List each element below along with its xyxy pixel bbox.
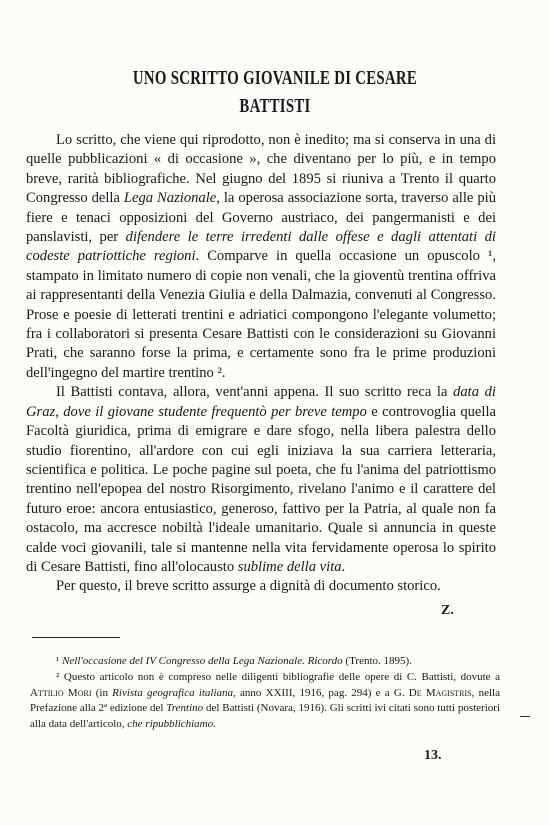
- fn2-text-1: Questo articolo non è compreso nelle diligenti bibliografie delle opere di C. Battisti, dovute a: [63, 670, 501, 683]
- footnote-1: [30, 654, 500, 670]
- p2-italic-sublime: sublime della vita: [237, 558, 342, 575]
- p1-text-1: Lo scritto, che viene qui riprodotto, non è inedito; ma si conserva in una di quelle pubblicazioni « di occasione », che diventano per lo più, e in tempo breve, rarità bibliografiche. Nel giugno del 1895 si riuniva a Trento il quarto Congresso della: [26, 132, 496, 207]
- p1-italic-lega: Lega Nazionale: [123, 190, 217, 207]
- fn2-journal: Rivista geografica italiana: [112, 686, 234, 699]
- fn2-author-demagistris: De Magistris: [408, 686, 472, 699]
- margin-mark: [520, 716, 530, 717]
- article-body: [26, 131, 496, 597]
- p1-italic-motto: difendere le terre irredenti dalle offese e dagli attentati di codeste patriottiche regioni: [26, 229, 496, 265]
- signature: Z.: [441, 603, 454, 618]
- fn2-book-trentino: Trentino: [166, 702, 204, 715]
- p2-text-2: e controvoglia quella Facoltà giuridica, prima di emigrare e dare sfogo, nella libera palestra dello studio fiorentino, all'ardore con cui egli iniziava la sua carriera letteraria, scientifica e politica. Le poche pagine sul poeta, che fu l'anima del patriottismo trentino nell'epopea del nostro Risorgimento, rivelano l'animo e il carattere del futuro eroe: ancora entusiastico, generoso, fattivo per la Patria, al quale non fa ostacolo, ma accresce nobiltà l'ideale umanitario. Quale si annuncia in queste calde voci giovanili, tale si mantenne nella vita fervidamente operosa lo spirito di Cesare Battisti, fino all'olocausto: [26, 403, 496, 575]
- p2-italic-graz: data di Graz, dove il giovane studente frequentò per breve tempo: [26, 384, 496, 420]
- paragraph-2: [26, 383, 496, 577]
- footnotes: [30, 654, 500, 733]
- fn2-text-5: del Battisti (Novara, 1916). Gli scritti ivi citati sono tutti posteriori alla data dell'articolo,: [30, 702, 501, 731]
- p2-text-3: .: [341, 558, 346, 575]
- fn2-text-2: (in: [91, 686, 113, 699]
- footnote-2: [30, 670, 500, 733]
- paragraph-3: Per questo, il breve scritto assurge a dignità di documento storico.: [56, 578, 441, 595]
- fn2-italic-end: che ripubblichiamo: [127, 718, 214, 731]
- footnote-1-marker: ¹: [56, 655, 60, 667]
- paragraph-1: [26, 131, 496, 383]
- footnote-1-tail: (Trento. 1895).: [342, 655, 412, 667]
- article-title: UNO SCRITTO GIOVANILE DI CESARE BATTISTI: [132, 67, 418, 117]
- footnote-2-marker: ²: [56, 670, 60, 683]
- fn2-text-3: , anno XXIII, 1916, pag. 294) e a G.: [233, 686, 409, 699]
- page-number: 13.: [424, 748, 442, 763]
- footnote-rule: [32, 637, 120, 638]
- p1-text-2: , la operosa associazione sorta, traverso alle più fiere e tenaci opposizioni del Governo austriaco, dei pangermanisti e dei panslavisti, per: [26, 190, 496, 246]
- fn2-author-mori: Attilio Mori: [30, 686, 92, 699]
- fn2-text-6: .: [213, 718, 216, 731]
- p2-text-1: Il Battisti contava, allora, vent'anni appena. Il suo scritto reca la: [56, 384, 454, 401]
- p1-text-3: . Comparve in quella occasione un opuscolo ¹, stampato in limitato numero di copie non venali, che la gioventù trentina offriva ai rappresentanti della Venezia Giulia e della Dalmazia, convenuti al Congresso. Prose e poesie di letterati trentini e adriatici compongono l'elegante volumetto; fra i collaboratori si presenta Cesare Battisti con le considerazioni su Giovanni Prati, che saranno forse la prima, e certamente sono fra le prime produzioni dell'ingegno del martire trentino ².: [26, 248, 496, 381]
- footnote-1-title: Nell'occasione del IV Congresso della Lega Nazionale. Ricordo: [62, 655, 343, 667]
- fn2-text-4: , nella Prefazione alla 2ª edizione del: [30, 686, 500, 715]
